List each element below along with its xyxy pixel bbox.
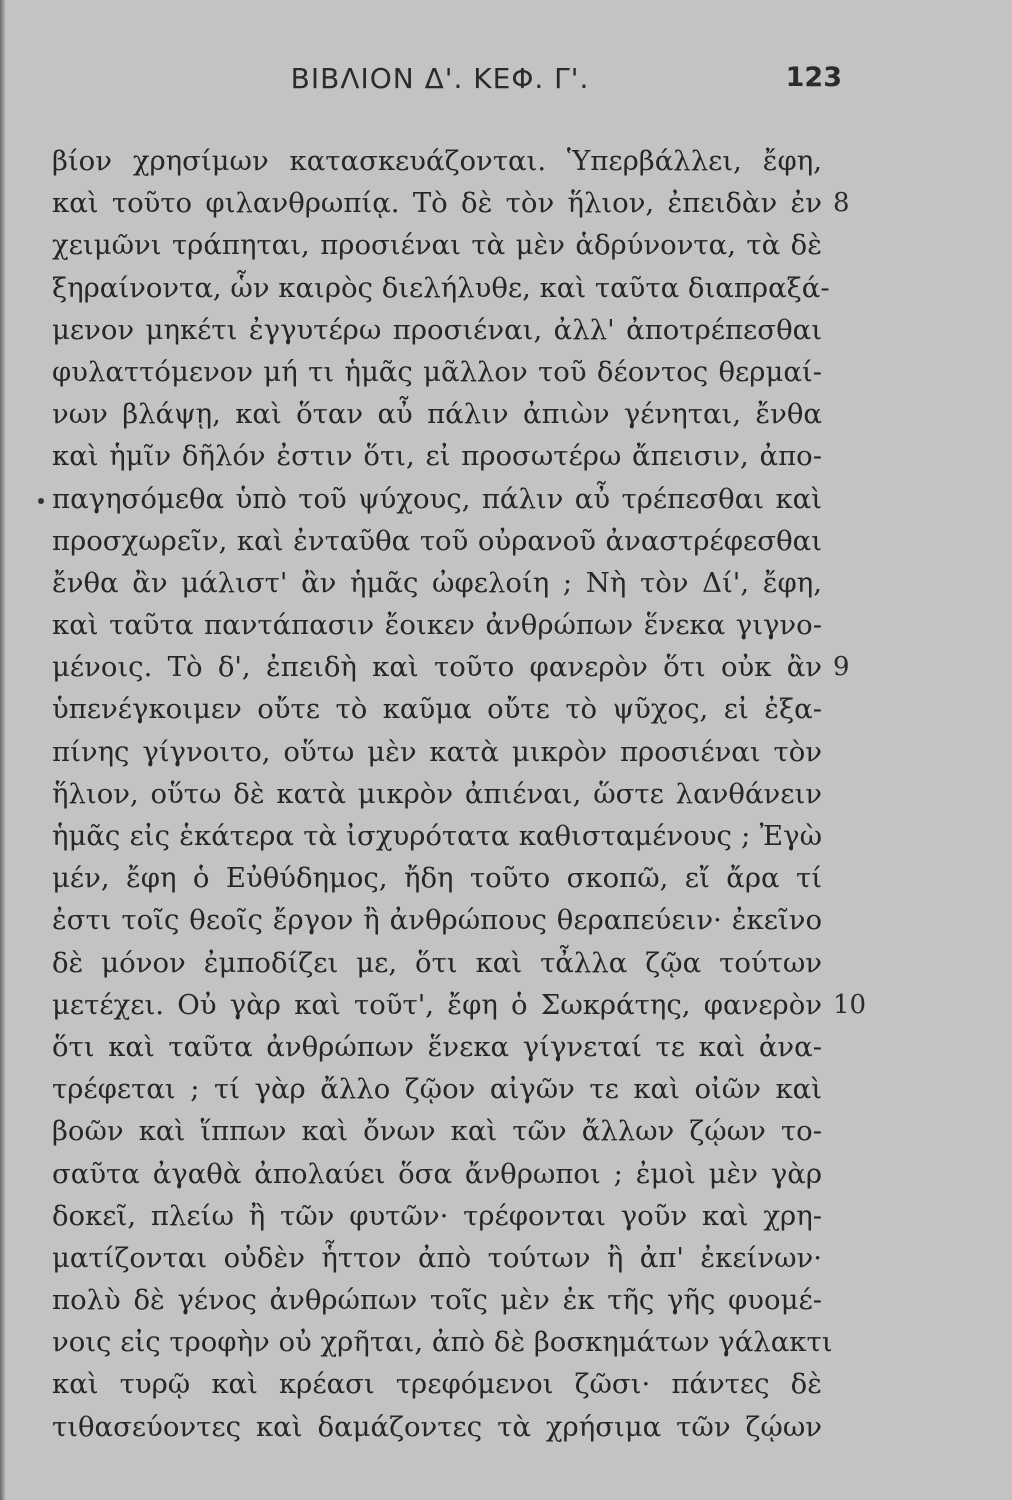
text-line [52, 520, 822, 562]
line-text: σαῦτα ἀγαθὰ ἀπολαύει ὅσα ἄνθρωποι ; ἐμοὶ μὲν γὰρ [52, 1157, 822, 1190]
line-text: ἐστι τοῖς θεοῖς ἔργον ἢ ἀνθρώπους θεραπεύειν· ἐκεῖνο [52, 904, 822, 937]
line-text: μενον μηκέτι ἐγγυτέρω προσιέναι, ἀλλ' ἀποτρέπεσθαι [52, 313, 822, 346]
line-text: ἡμᾶς εἰς ἑκάτερα τὰ ἰσχυρότατα καθισταμένους ; Ἐγὼ [52, 820, 822, 852]
text-line [52, 688, 822, 730]
line-text: παγησόμεθα ὑπὸ τοῦ ψύχους, πάλιν αὖ τρέπεσθαι καὶ [52, 482, 822, 515]
page-number: 123 [785, 62, 842, 93]
text-block [52, 140, 867, 1448]
text-line [52, 267, 830, 309]
text-line [52, 140, 822, 182]
line-text: καὶ τοῦτο φιλανθρωπίᾳ. Τὸ δὲ τὸν ἥλιον, ἐπειδὰν ἐν [52, 187, 822, 220]
text-line [52, 942, 822, 984]
line-text: ξηραίνοντα, ὧν καιρὸς διελήλυθε, καὶ ταῦτα διαπραξά- [52, 271, 830, 304]
line-text: ἥλιον, οὕτω δὲ κατὰ μικρὸν ἀπιέναι, ὥστε λανθάνειν [52, 777, 822, 810]
text-line [52, 1406, 822, 1448]
line-text: ἔνθα ἂν μάλιστ' ἂν ἡμᾶς ὠφελοίη ; Νὴ τὸν Δί', ἔφη, [52, 566, 822, 599]
line-text: τιθασεύοντες καὶ δαμάζοντες τὰ χρήσιμα τῶν ζῴων [52, 1410, 822, 1443]
line-text: χειμῶνι τράπηται, προσιέναι τὰ μὲν ἁδρύνοντα, τὰ δὲ [52, 229, 822, 262]
text-line [52, 984, 867, 1026]
line-text: ματίζονται οὐδὲν ἧττον ἀπὸ τούτων ἢ ἀπ' ἐκείνων· [52, 1241, 822, 1274]
text-line [52, 182, 850, 224]
line-text: νοις εἰς τροφὴν οὐ χρῆται, ἀπὸ δὲ βοσκημάτων γάλακτι [52, 1326, 833, 1359]
text-line [52, 1110, 822, 1152]
text-line [52, 1153, 822, 1195]
spine-shadow [0, 0, 6, 1500]
line-text: μετέχει. Οὐ γὰρ καὶ τοῦτ', ἔφη ὁ Σωκράτης, φανερὸν [52, 988, 822, 1021]
line-text: βοῶν καὶ ἵππων καὶ ὄνων καὶ τῶν ἄλλων ζῴων το- [52, 1115, 822, 1148]
text-line [52, 646, 850, 688]
margin-mark [38, 498, 44, 504]
running-title: ΒΙΒΛΙΟΝ Δ'. ΚΕΦ. Γ'. [290, 62, 590, 95]
line-text: καὶ ταῦτα παντάπασιν ἔοικεν ἀνθρώπων ἕνεκα γιγνο- [52, 609, 822, 642]
text-line [52, 1363, 822, 1405]
line-text: καὶ τυρῷ καὶ κρέασι τρεφόμενοι ζῶσι· πάντες δὲ [52, 1368, 822, 1401]
text-line [52, 1195, 822, 1237]
running-head [40, 62, 840, 102]
text-line [52, 857, 822, 899]
line-text: δὲ μόνον ἐμποδίζει με, ὅτι καὶ τἆλλα ζῷα τούτων [52, 946, 822, 979]
text-line [52, 899, 822, 941]
section-number: 8 [833, 188, 850, 219]
text-line [52, 1068, 822, 1110]
text-line [52, 351, 822, 393]
text-line [52, 731, 822, 773]
section-number: 9 [833, 652, 850, 683]
section-number: 10 [833, 989, 867, 1020]
line-text: μέν, ἔφη ὁ Εὐθύδημος, ἤδη τοῦτο σκοπῶ, εἴ ἄρα τί [52, 862, 822, 895]
line-text: τρέφεται ; τί γὰρ ἄλλο ζῷον αἰγῶν τε καὶ οἰῶν καὶ [52, 1073, 822, 1106]
line-text: πίνης γίγνοιτο, οὕτω μὲν κατὰ μικρὸν προσιέναι τὸν [52, 735, 822, 768]
text-line [52, 435, 822, 477]
text-line [52, 773, 822, 815]
text-line [52, 1237, 822, 1279]
text-line [52, 562, 822, 604]
line-text: ὅτι καὶ ταῦτα ἀνθρώπων ἕνεκα γίγνεταί τε καὶ ἀνα- [52, 1030, 822, 1063]
line-text: καὶ ἡμῖν δῆλόν ἐστιν ὅτι, εἰ προσωτέρω ἄπεισιν, ἀπο- [52, 440, 822, 473]
text-line [52, 309, 822, 351]
text-line [52, 815, 822, 857]
line-text: ὑπενέγκοιμεν οὔτε τὸ καῦμα οὔτε τὸ ψῦχος, εἰ ἐξα- [52, 693, 822, 726]
text-line [52, 478, 822, 520]
text-line [52, 1321, 833, 1363]
line-text: προσχωρεῖν, καὶ ἐνταῦθα τοῦ οὐρανοῦ ἀναστρέφεσθαι [52, 524, 822, 557]
text-line [52, 604, 822, 646]
text-line [52, 1279, 822, 1321]
line-text: μένοις. Τὸ δ', ἐπειδὴ καὶ τοῦτο φανερὸν ὅτι οὐκ ἂν [52, 651, 822, 684]
text-line [52, 1026, 822, 1068]
line-text: φυλαττόμενον μή τι ἡμᾶς μᾶλλον τοῦ δέοντος θερμαί- [52, 355, 822, 388]
line-text: πολὺ δὲ γένος ἀνθρώπων τοῖς μὲν ἐκ τῆς γῆς φυομέ- [52, 1284, 822, 1317]
line-text: δοκεῖ, πλείω ἢ τῶν φυτῶν· τρέφονται γοῦν καὶ χρη- [52, 1199, 822, 1232]
text-line [52, 393, 822, 435]
text-line [52, 224, 822, 266]
line-text: βίον χρησίμων κατασκευάζονται. Ὑπερβάλλει, ἔφη, [52, 145, 822, 177]
line-text: νων βλάψῃ, καὶ ὅταν αὖ πάλιν ἀπιὼν γένηται, ἔνθα [52, 398, 822, 431]
